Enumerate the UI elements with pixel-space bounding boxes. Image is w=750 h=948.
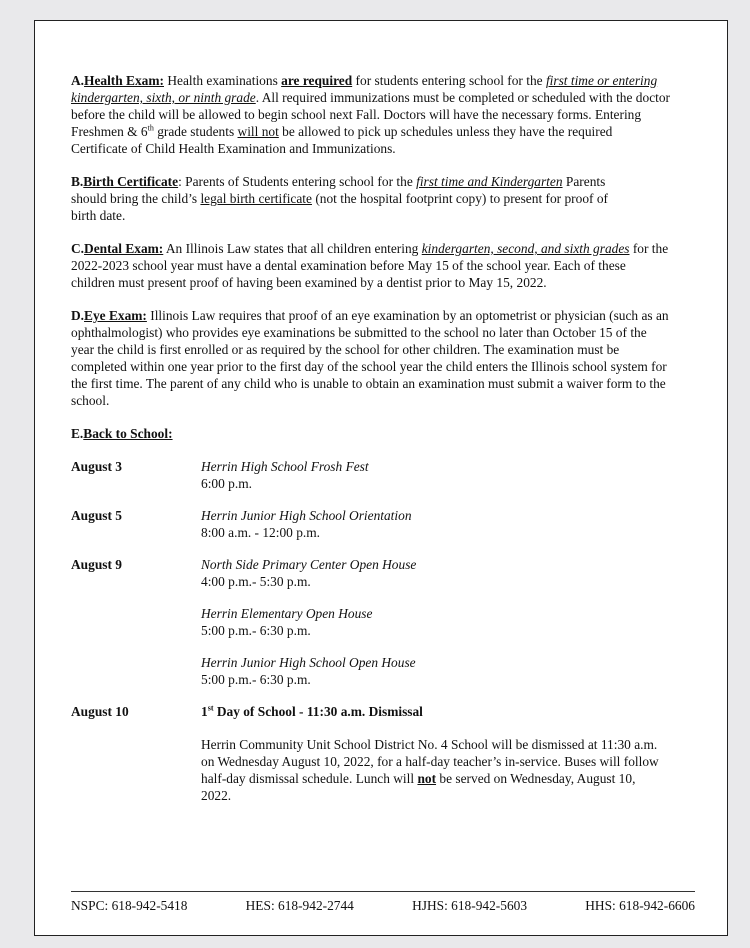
text: (not the hospital footprint copy) to present for proof of birth date.	[71, 191, 608, 223]
schedule-event	[201, 654, 671, 688]
superscript: th	[147, 123, 154, 133]
event-name: Herrin Junior High School Orientation	[201, 508, 412, 523]
schedule-event	[201, 605, 671, 639]
schedule-row-aug10	[71, 703, 671, 804]
schedule-events	[201, 556, 671, 703]
text: for the 2022-2023 school year must have a dental examination before May 15 of the school year. Each of these children must present proof of having been examined by a dentist prior to May 15, 2022.	[71, 241, 669, 290]
emphasis-grades: first time or entering kindergarten, sixth, or ninth grade	[71, 73, 658, 105]
schedule-date: August 9	[71, 557, 122, 572]
heading-text: Day of School - 11:30 a.m. Dismissal	[213, 704, 423, 719]
section-birth-certificate	[71, 173, 626, 224]
event-time: 5:00 p.m.- 6:30 p.m.	[201, 623, 311, 638]
heading-text: 1	[201, 704, 208, 719]
emphasis-grades: kindergarten, second, and sixth grades	[421, 241, 630, 256]
footer-contacts	[71, 898, 695, 914]
text: Health examinations	[164, 73, 282, 88]
schedule-date: August 10	[71, 704, 129, 719]
schedule-event	[201, 703, 671, 804]
footer-hjhs-phone: HJHS: 618-942-5603	[412, 898, 528, 913]
section-title: Eye Exam:	[84, 308, 147, 323]
schedule-date: August 5	[71, 508, 122, 523]
emphasis-will-not: will not	[237, 124, 279, 139]
schedule-event	[201, 458, 671, 492]
section-title: Dental Exam:	[84, 241, 164, 256]
event-time: 4:00 p.m.- 5:30 p.m.	[201, 574, 311, 589]
schedule-event	[201, 507, 671, 541]
emphasis-not: not	[417, 771, 437, 786]
section-back-to-school	[71, 425, 671, 442]
event-time: 8:00 a.m. - 12:00 p.m.	[201, 525, 321, 540]
schedule-row-aug9	[71, 556, 671, 703]
text: . All required immunizations must be completed or scheduled with the doctor before the child will be allowed to begin school next Fall. Doctors will have the necessary forms. Entering Freshmen & 6	[71, 90, 671, 139]
section-label: E.	[71, 426, 84, 441]
text: Herrin Community Unit School District No. 4 School will be dismissed at 11:30 a.m. on Wednesday August 10, 2022, for a half-day teacher’s in-service. Buses will follow half-day dismissal schedule. Lunch will	[201, 737, 659, 786]
schedule-event	[201, 556, 671, 590]
text: for students entering school for the	[352, 73, 546, 88]
section-health-exam	[71, 72, 671, 157]
event-name: North Side Primary Center Open House	[201, 557, 417, 572]
emphasis-required: are required	[281, 73, 353, 88]
schedule-date: August 3	[71, 459, 122, 474]
section-eye-exam	[71, 307, 671, 409]
text: Parents should bring the child’s	[71, 174, 606, 206]
text: An Illinois Law states that all children entering	[163, 241, 422, 256]
event-time: 6:00 p.m.	[201, 476, 252, 491]
section-label: C.	[71, 241, 85, 256]
section-title: Back to School:	[83, 426, 173, 441]
footer-divider	[71, 891, 695, 892]
text: : Parents of Students entering school for the	[178, 174, 417, 189]
event-name: Herrin High School Frosh Fest	[201, 459, 369, 474]
emphasis-kindergarten: first time and Kindergarten	[416, 174, 563, 189]
section-title: Birth Certificate	[83, 174, 179, 189]
event-name: Herrin Junior High School Open House	[201, 655, 416, 670]
event-name: Herrin Elementary Open House	[201, 606, 373, 621]
section-label: A.	[71, 73, 85, 88]
text: be allowed to pick up schedules unless they have the required Certificate of Child Health Examination and Immunizations.	[71, 124, 613, 156]
text: Illinois Law requires that proof of an eye examination by an optometrist or physician (such as an ophthalmologist) who provides eye examinations be submitted to the school no later than October 15 of the year the child is first enrolled or as required by the school for other children. The examination must be completed within one year prior to the first day of the school year the child enters the Illinois school system for the first time. The parent of any child who is unable to obtain an examination must submit a waiver form to the school.	[71, 308, 669, 408]
text: grade students	[153, 124, 238, 139]
text: be served on Wednesday, August 10, 2022.	[201, 771, 636, 803]
section-title: Health Exam:	[84, 73, 164, 88]
footer-hes-phone: HES: 618-942-2744	[245, 898, 354, 913]
document-page	[34, 20, 728, 936]
schedule-row-aug5	[71, 507, 671, 541]
event-heading	[201, 703, 671, 720]
event-time: 5:00 p.m.- 6:30 p.m.	[201, 672, 311, 687]
document-content	[71, 72, 671, 804]
schedule-row-aug3	[71, 458, 671, 492]
section-label: D.	[71, 308, 85, 323]
section-dental-exam	[71, 240, 671, 291]
emphasis-legal-certificate: legal birth certificate	[200, 191, 312, 206]
footer-nspc-phone: NSPC: 618-942-5418	[71, 898, 188, 913]
section-label: B.	[71, 174, 84, 189]
event-description	[201, 736, 666, 804]
superscript: st	[207, 703, 214, 713]
footer-hhs-phone: HHS: 618-942-6606	[585, 898, 695, 913]
